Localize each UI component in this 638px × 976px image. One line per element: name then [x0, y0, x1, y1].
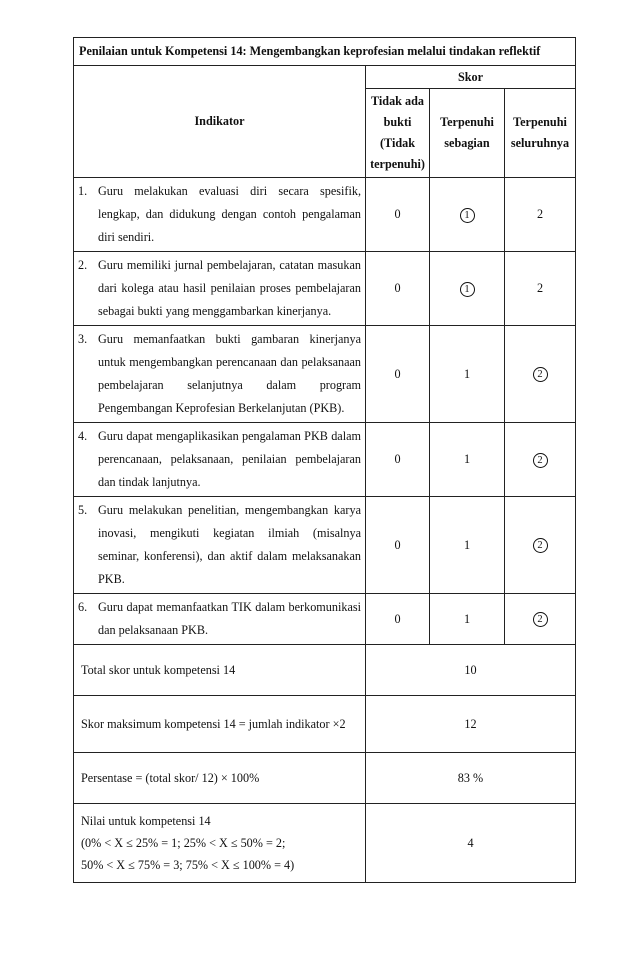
nilai-label: Nilai untuk kompetensi 14 (0% < X ≤ 25% = 1; 25% < X ≤ 50% = 2; 50% < X ≤ 75% = 3; 75% < X ≤ 100% = 4): [74, 804, 366, 883]
score-value: 0: [394, 366, 401, 381]
selected-score-circle: 2: [533, 367, 548, 382]
competency-table: [73, 37, 576, 883]
indicator-number: 4.: [78, 429, 88, 443]
score-cell-0: [366, 178, 430, 252]
indicator-cell: [74, 423, 366, 497]
score-value: 0: [394, 611, 401, 626]
indicator-rows: [74, 178, 576, 645]
table-row: [74, 423, 576, 497]
max-value: 12: [366, 696, 576, 753]
indicator-cell: [74, 497, 366, 594]
selected-score-circle: 1: [460, 282, 475, 297]
score-value: 1: [463, 537, 471, 552]
indicator-text: Guru memiliki jurnal pembelajaran, catatan masukan dari kolega atau hasil penilaian proses pembelajaran sebagai bukti yang menggambarkan kinerjanya.: [98, 258, 361, 318]
selected-score-circle: 2: [533, 538, 548, 553]
total-value: 10: [366, 645, 576, 696]
score-cell-1: [430, 252, 505, 326]
header-tidak-terpenuhi: Tidak ada bukti (Tidak terpenuhi): [366, 89, 430, 178]
indicator-cell: [74, 326, 366, 423]
score-cell-0: [366, 326, 430, 423]
score-cell-0: [366, 497, 430, 594]
score-value: 0: [394, 207, 401, 221]
score-cell-2: [505, 497, 576, 594]
score-cell-1: [430, 178, 505, 252]
score-value: 1: [463, 611, 471, 626]
score-value: 1: [463, 366, 471, 381]
score-value: 2: [536, 281, 544, 295]
indicator-text: Guru dapat mengaplikasikan pengalaman PKB dalam perencanaan, pelaksanaan, penilaian pembelajaran dan tindak lanjutnya.: [98, 429, 361, 489]
indicator-cell: [74, 252, 366, 326]
score-value: 1: [463, 452, 471, 466]
indicator-number: 2.: [78, 258, 88, 272]
table-row: [74, 326, 576, 423]
indicator-number: 5.: [78, 503, 88, 517]
score-cell-0: [366, 594, 430, 645]
indicator-number: 6.: [78, 600, 88, 614]
header-terpenuhi-seluruhnya: Terpenuhi seluruhnya: [505, 89, 576, 178]
header-terpenuhi-sebagian: Terpenuhi sebagian: [430, 89, 505, 178]
score-value: 0: [394, 537, 401, 552]
score-cell-1: [430, 497, 505, 594]
max-label: Skor maksimum kompetensi 14 = jumlah indikator ×2: [74, 696, 366, 753]
total-label: Total skor untuk kompetensi 14: [74, 645, 366, 696]
table-title: Penilaian untuk Kompetensi 14: Mengembangkan keprofesian melalui tindakan reflektif: [74, 38, 576, 66]
score-cell-2: [505, 423, 576, 497]
indicator-cell: [74, 594, 366, 645]
indicator-text: Guru melakukan evaluasi diri secara spesifik, lengkap, dan didukung dengan contoh pengalaman diri sendiri.: [98, 184, 361, 244]
indicator-number: 1.: [78, 184, 88, 198]
nilai-value: 4: [366, 804, 576, 883]
table-row: [74, 252, 576, 326]
score-value: 0: [394, 281, 401, 295]
table-row: [74, 594, 576, 645]
score-cell-2: [505, 326, 576, 423]
table-row: [74, 497, 576, 594]
score-value: 0: [394, 452, 401, 466]
score-cell-1: [430, 326, 505, 423]
score-cell-2: [505, 178, 576, 252]
indicator-cell: [74, 178, 366, 252]
percentage-label: Persentase = (total skor/ 12) × 100%: [74, 753, 366, 804]
indicator-number: 3.: [78, 332, 88, 346]
score-cell-1: [430, 423, 505, 497]
indicator-text: Guru memanfaatkan bukti gambaran kinerjanya untuk mengembangkan perencanaan dan pelaksanaan pembelajaran selanjutnya dalam program Pengembangan Keprofesian Berkelanjutan (PKB).: [98, 332, 361, 415]
score-cell-1: [430, 594, 505, 645]
indicator-text: Guru melakukan penelitian, mengembangkan karya inovasi, mengikuti kegiatan ilmiah (misalnya seminar, konferensi), dan aktif dalam melaksanakan PKB.: [98, 503, 361, 586]
indicator-text: Guru dapat memanfaatkan TIK dalam berkomunikasi dan pelaksanaan PKB.: [98, 600, 361, 637]
score-cell-2: [505, 594, 576, 645]
table-row: [74, 178, 576, 252]
score-value: 2: [536, 207, 544, 221]
score-cell-2: [505, 252, 576, 326]
header-skor: Skor: [366, 66, 576, 89]
header-indikator: Indikator: [74, 66, 366, 178]
selected-score-circle: 2: [533, 612, 548, 627]
percentage-value: 83 %: [366, 753, 576, 804]
score-cell-0: [366, 423, 430, 497]
selected-score-circle: 2: [533, 453, 548, 468]
score-cell-0: [366, 252, 430, 326]
selected-score-circle: 1: [460, 208, 475, 223]
